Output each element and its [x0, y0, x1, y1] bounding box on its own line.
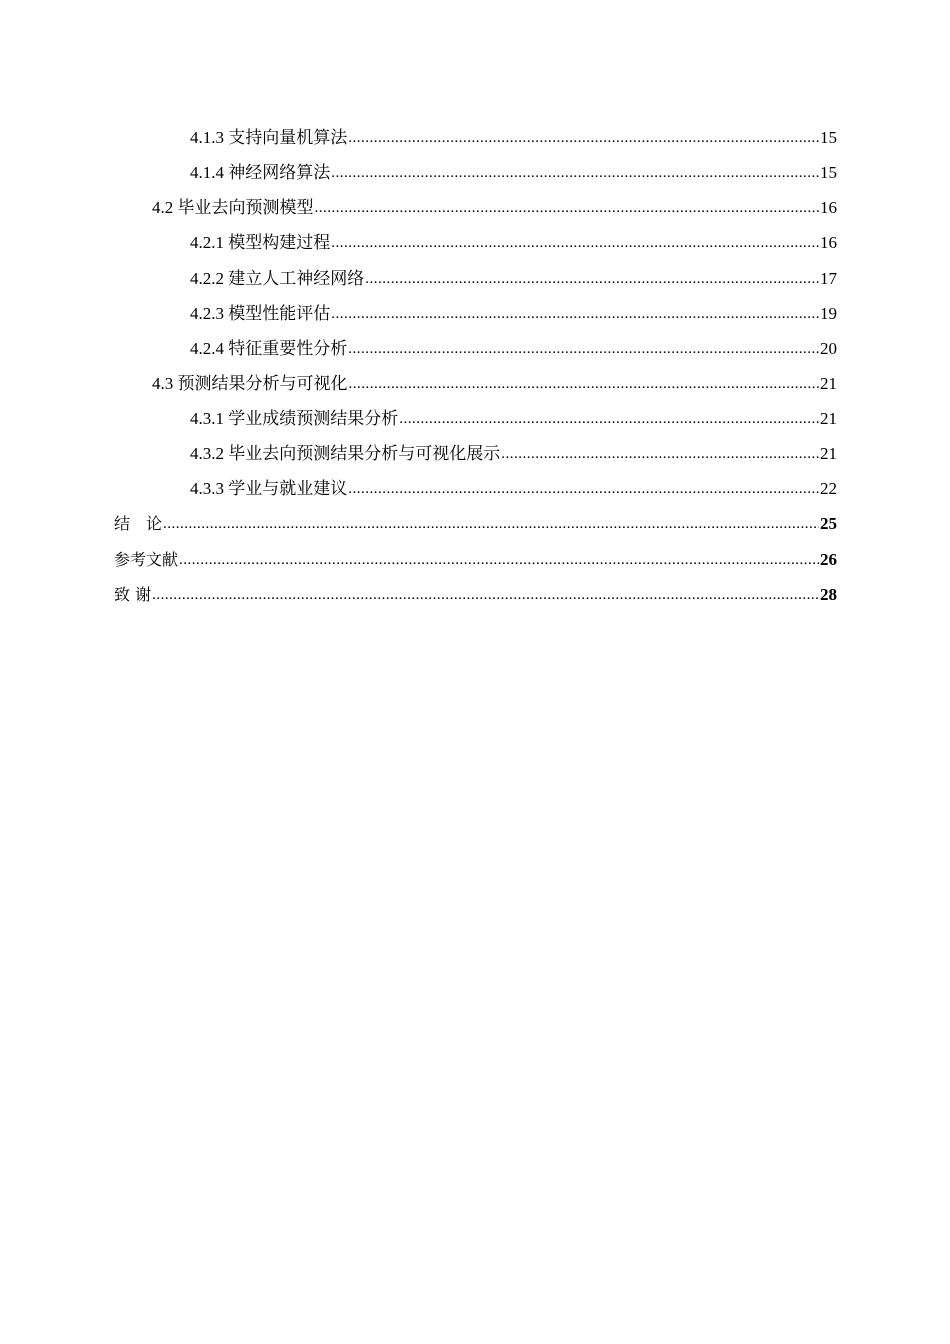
toc-entry-title: 4.2 毕业去向预测模型 [152, 198, 314, 217]
toc-entry-title: 4.2.1 模型构建过程 [190, 233, 331, 252]
toc-page-number: 16 [820, 198, 837, 217]
dot-leader [331, 304, 819, 324]
toc-entry-4-3-2[interactable] [190, 429, 837, 464]
dot-leader [348, 339, 819, 359]
toc-page-number: 15 [820, 128, 837, 147]
toc-entry-title: 4.1.3 支持向量机算法 [190, 128, 348, 147]
toc-page-number: 15 [820, 163, 837, 182]
toc-entry-title: 4.2.4 特征重要性分析 [190, 339, 348, 358]
dot-leader [152, 585, 819, 605]
toc-entry-title: 4.3.3 学业与就业建议 [190, 479, 348, 498]
toc-entry-4-2-4[interactable] [190, 324, 837, 359]
toc-entry-title: 致 谢 [114, 585, 152, 604]
dot-leader [163, 514, 819, 534]
toc-page-number: 16 [820, 233, 837, 252]
toc-entry-4-1-4[interactable] [190, 148, 837, 183]
toc-entry-4-2[interactable] [152, 183, 837, 218]
toc-entry-title: 参考文献 [114, 550, 179, 569]
toc-entry-acknowledgements[interactable] [114, 570, 837, 605]
toc-page-number: 20 [820, 339, 837, 358]
toc-entry-4-2-2[interactable] [190, 254, 837, 289]
dot-leader [348, 479, 819, 499]
toc-entry-title: 4.1.4 神经网络算法 [190, 163, 331, 182]
dot-leader [179, 550, 819, 570]
toc-entry-4-3[interactable] [152, 359, 837, 394]
toc-entry-4-2-3[interactable] [190, 289, 837, 324]
dot-leader [349, 374, 820, 394]
dot-leader [331, 233, 819, 253]
toc-page-number: 26 [820, 550, 837, 569]
dot-leader [399, 409, 819, 429]
toc-entry-title: 结 论 [114, 514, 163, 533]
dot-leader [348, 128, 819, 148]
toc-entry-4-3-3[interactable] [190, 464, 837, 499]
toc-entry-conclusion[interactable] [114, 499, 837, 534]
toc-page-number: 25 [820, 514, 837, 533]
toc-entry-4-2-1[interactable] [190, 218, 837, 253]
toc-page-number: 19 [820, 304, 837, 323]
dot-leader [501, 444, 819, 464]
dot-leader [315, 198, 820, 218]
toc-page-number: 22 [820, 479, 837, 498]
toc-entry-title: 4.2.3 模型性能评估 [190, 304, 331, 323]
toc-entry-title: 4.3 预测结果分析与可视化 [152, 374, 348, 393]
toc-entry-title: 4.3.1 学业成绩预测结果分析 [190, 409, 399, 428]
toc-page-number: 21 [820, 409, 837, 428]
toc-entry-4-3-1[interactable] [190, 394, 837, 429]
toc-page-number: 17 [820, 269, 837, 288]
toc-entry-references[interactable] [114, 535, 837, 570]
toc-entry-title: 4.2.2 建立人工神经网络 [190, 269, 365, 288]
toc-entry-title: 4.3.2 毕业去向预测结果分析与可视化展示 [190, 444, 501, 463]
toc-page-number: 21 [820, 444, 837, 463]
toc-page-number: 21 [820, 374, 837, 393]
dot-leader [331, 163, 819, 183]
toc-entry-4-1-3[interactable] [190, 113, 837, 148]
dot-leader [365, 269, 819, 289]
toc-page-number: 28 [820, 585, 837, 604]
